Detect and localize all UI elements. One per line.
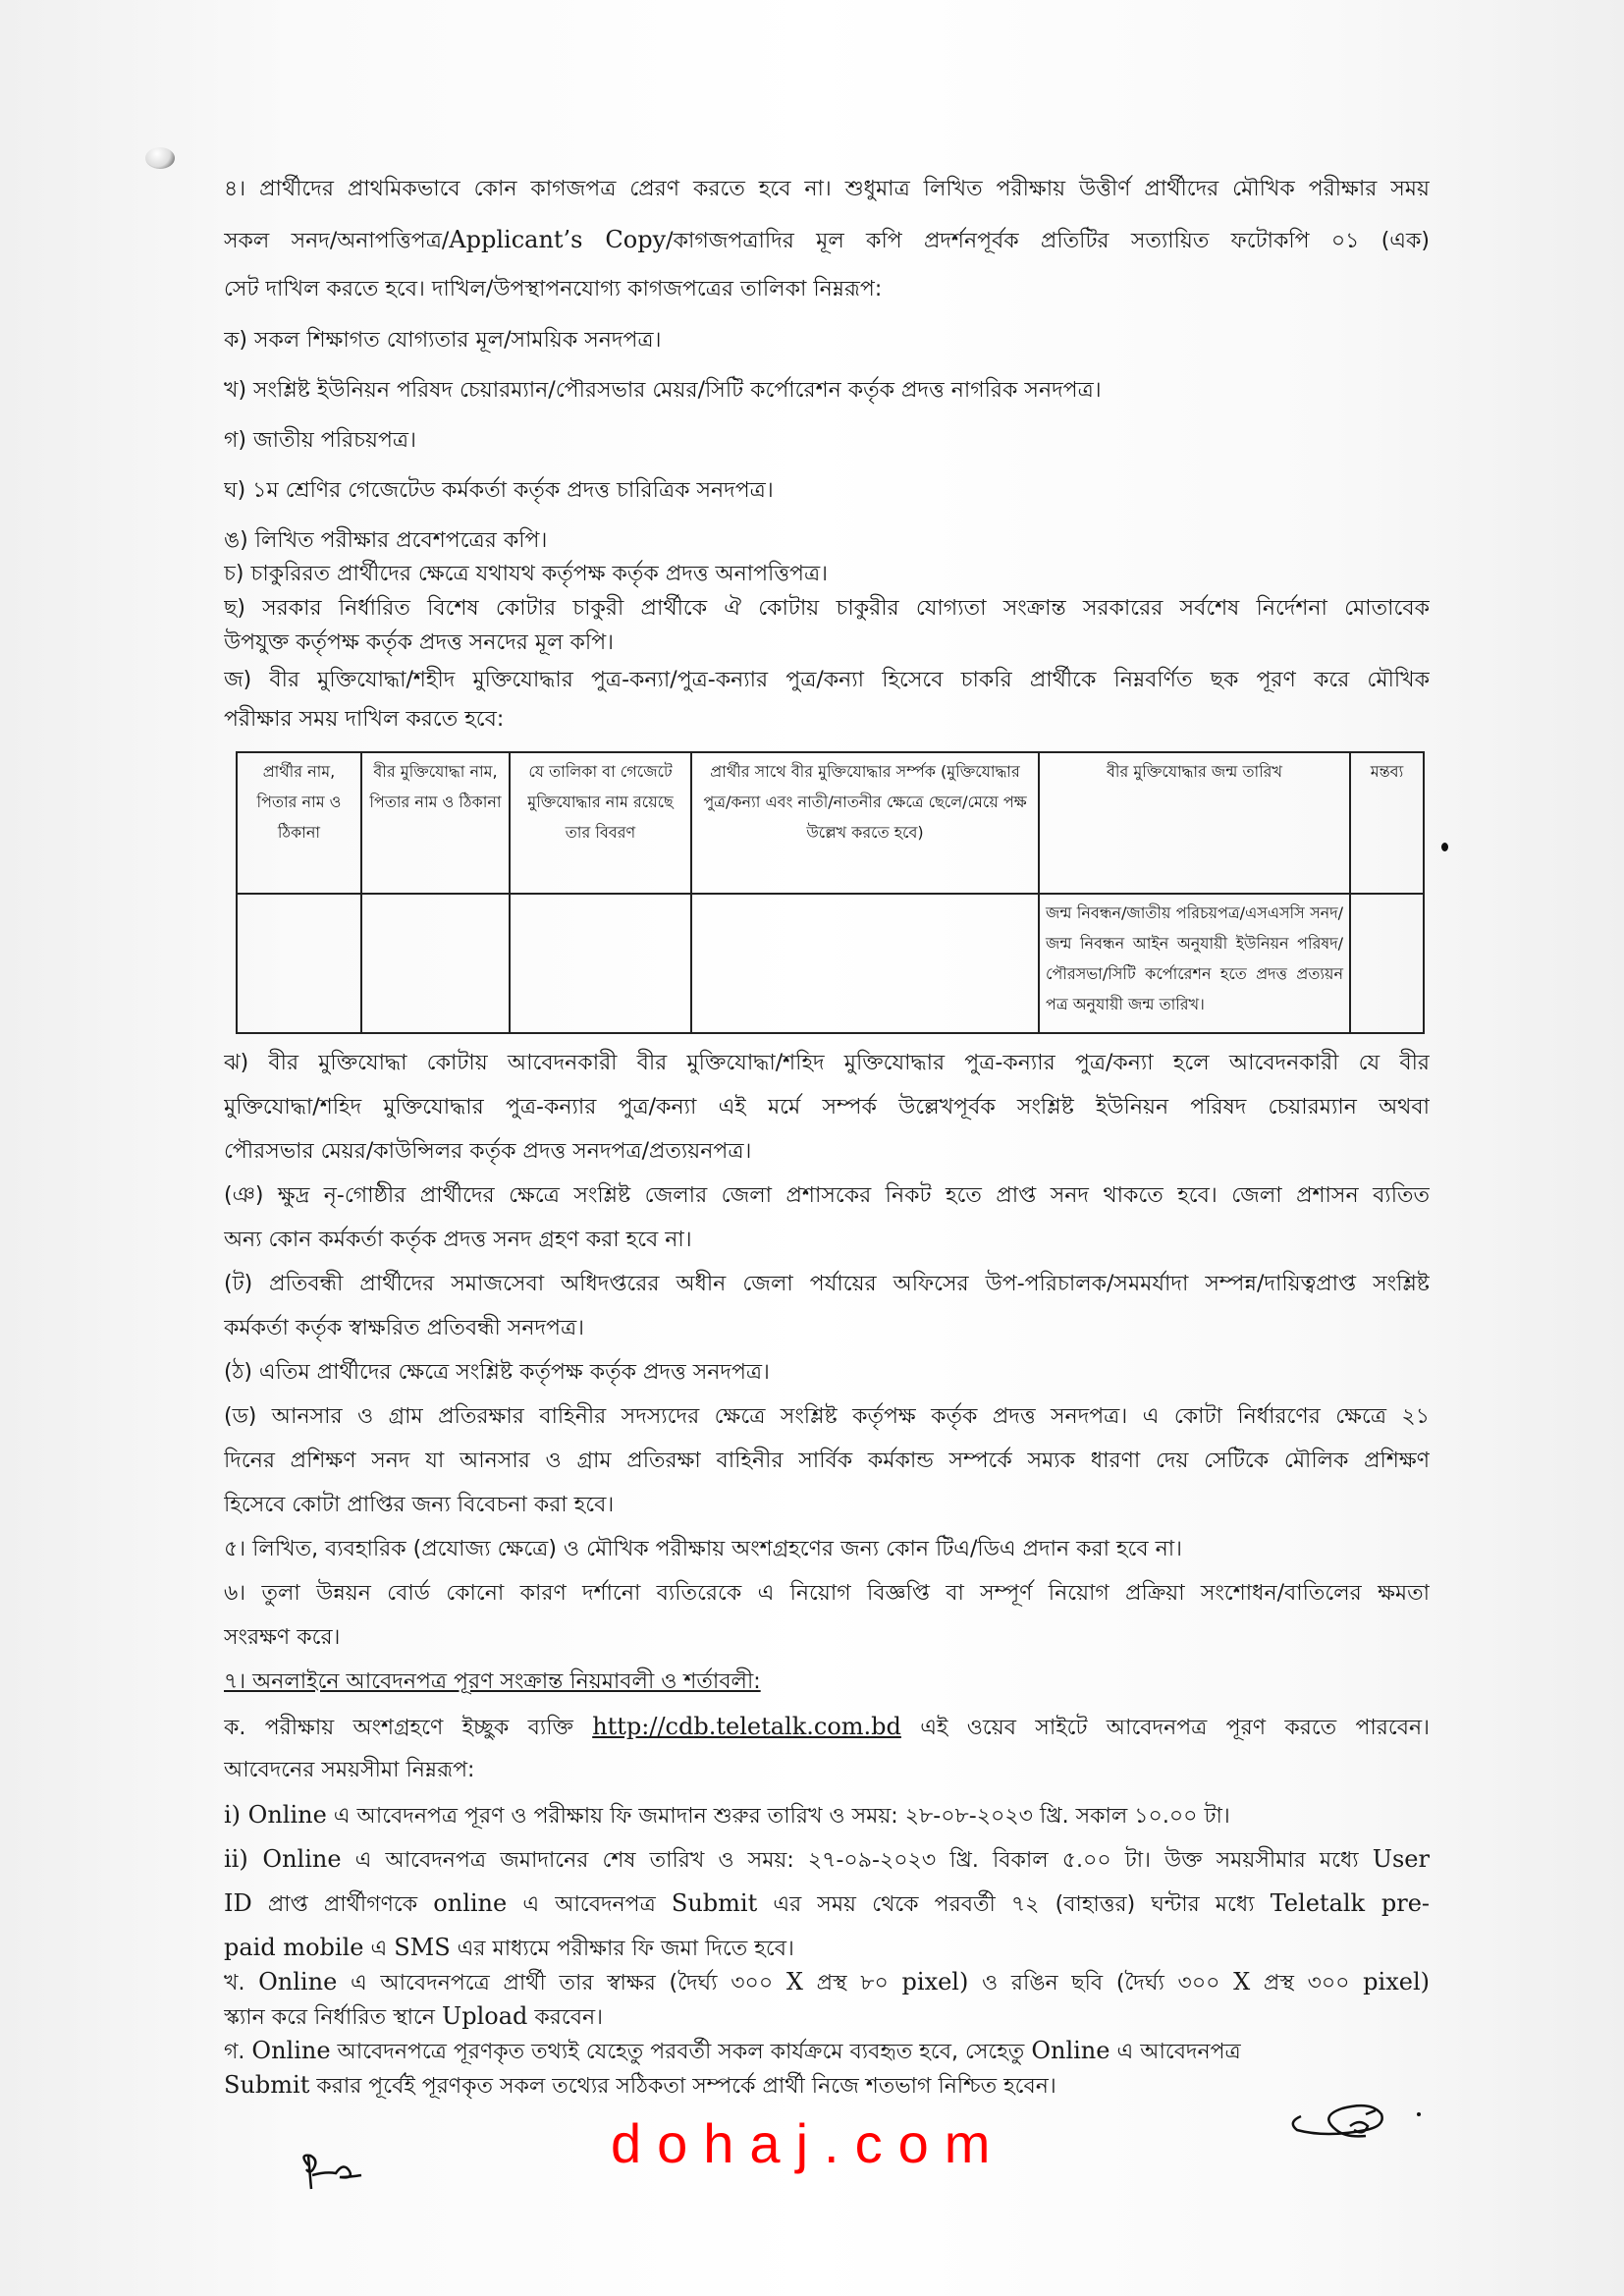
text: এর মাধ্যমে পরীক্ষার ফি জমা দিতে হবে। (450, 1937, 794, 1961)
text: Online (251, 2037, 331, 2064)
text: pixel) (901, 1968, 969, 1995)
list-item: পৌরসভার মেয়র/কাউন্সিলর কর্তৃক প্রদত্ত সনদপত্র/প্রত্যয়নপত্র। (224, 1139, 752, 1164)
list-item: চ) চাকুরিরত প্রার্থীদের ক্ষেত্রে যথাযথ কর্তৃপক্ষ কর্তৃক প্রদত্ত অনাপত্তিপত্র। (224, 562, 829, 586)
punch-hole-mark (145, 147, 175, 169)
text: স্ক্যান করে নির্ধারিত স্থানে (224, 2005, 442, 2030)
table-cell (361, 894, 510, 1033)
table-header: যে তালিকা বা গেজেটে মুক্তিযোদ্ধার নাম রয়েছে তার বিবরণ (510, 752, 691, 894)
text: Teletalk pre- (1270, 1889, 1430, 1917)
text: pixel) (1363, 1968, 1430, 1995)
watermark-text: dohaj.com (611, 2112, 1006, 2174)
table-cell (691, 894, 1039, 1033)
deadline-end-line3 (224, 1931, 1430, 1964)
text: online (433, 1889, 508, 1917)
text: করবেন। (527, 2005, 603, 2030)
section7-item-kha (224, 1965, 1430, 1998)
table-header: বীর মুক্তিযোদ্ধা নাম, পিতার নাম ও ঠিকানা (361, 752, 510, 894)
list-item: ঘ) ১ম শ্রেণির গেজেটেড কর্মকর্তা কর্তৃক প্রদত্ত চারিত্রিক সনদপত্র। (224, 478, 774, 503)
list-item: জ) বীর মুক্তিযোদ্ধা/শহীদ মুক্তিযোদ্ধার পুত্র-কন্যা/পুত্র-কন্যার পুত্র/কন্যা হিসেবে চাকরি প্রার্থীকে নিম্নবর্ণিত ছক পূরণ করে মৌখিক (224, 668, 1430, 692)
text: এই ওয়েব সাইটে আবেদনপত্র পূরণ করতে পারবেন। (900, 1716, 1430, 1740)
text: ID (224, 1889, 252, 1917)
freedom-fighter-form-table (236, 751, 1425, 1034)
list-item: অন্য কোন কর্মকর্তা কর্তৃক প্রদত্ত সনদ গ্রহণ করা হবে না। (224, 1228, 692, 1252)
text: Submit (671, 1889, 758, 1917)
table-header: বীর মুক্তিযোদ্ধার জন্ম তারিখ (1039, 752, 1350, 894)
text: paid mobile (224, 1934, 364, 1961)
list-item: (ট) প্রতিবন্ধী প্রার্থীদের সমাজসেবা অধিদপ্তরের অধীন জেলা পর্যায়ের অফিসের উপ-পরিচালক/সমমর্যাদা সম্পন্ন/দায়িত্বপ্রাপ্ত সংশ্লিষ্ট (224, 1272, 1430, 1296)
text: গ. (224, 2040, 252, 2064)
text: প্রস্থ ৮০ (802, 1971, 902, 1995)
deadline-start (224, 1798, 1430, 1831)
list-item: ঙ) লিখিত পরীক্ষার প্রবেশপত্রের কপি। (224, 528, 548, 553)
table-cell (1350, 894, 1424, 1033)
text: এ আবেদনপত্র (507, 1892, 672, 1917)
text: X (1233, 1968, 1251, 1995)
text: এর সময় থেকে পরবর্তী ৭২ (বাহাত্তর) ঘন্টার মধ্যে (757, 1892, 1271, 1917)
text: X (785, 1968, 803, 1995)
signature-right (1281, 2097, 1429, 2156)
section7-item-ka (224, 1710, 1430, 1743)
text: Online (258, 1968, 338, 1995)
section7-item-kha-line2 (224, 1999, 1430, 2033)
text: আবেদনপত্রে পূরণকৃত তথ্যই যেহেতু পরবর্তী সকল কার্যক্রমে ব্যবহৃত হবে, সেহেতু (330, 2040, 1032, 2064)
text: User (1372, 1845, 1430, 1873)
text: খ. (224, 1971, 259, 1995)
list-item: ঝ) বীর মুক্তিযোদ্ধা কোটায় আবেদনকারী বীর মুক্তিযোদ্ধা/শহিদ মুক্তিযোদ্ধার পুত্র-কন্যার পুত্র/কন্যা হলে আবেদনকারী যে বীর (224, 1051, 1430, 1075)
text: সকল সনদ/অনাপত্তিপত্র/ (224, 229, 450, 253)
list-item: কর্মকর্তা কর্তৃক স্বাক্ষরিত প্রতিবন্ধী সনদপত্র। (224, 1316, 585, 1340)
deadline-end (224, 1842, 1430, 1876)
list-item: ৫। লিখিত, ব্যবহারিক (প্রযোজ্য ক্ষেত্রে) ও মৌখিক পরীক্ষায় অংশগ্রহণের জন্য কোন টিএ/ডিএ প্রদান করা হবে না। (224, 1537, 1182, 1561)
text: এ আবেদনপত্র জমাদানের শেষ তারিখ ও সময়: ২৭-০৯-২০২৩ খ্রি. বিকাল ৫.০০ টা। উক্ত সময়সীমার মধ্যে (341, 1848, 1373, 1873)
text: Submit (224, 2071, 310, 2099)
section7-item-ga-line2 (224, 2068, 1430, 2102)
list-item: হিসেবে কোটা প্রাপ্তির জন্য বিবেচনা করা হবে। (224, 1493, 615, 1517)
list-item: খ) সংশ্লিষ্ট ইউনিয়ন পরিষদ চেয়ারম্যান/পৌরসভার মেয়র/সিটি কর্পোরেশন কর্তৃক প্রদত্ত নাগরিক সনদপত্র। (224, 378, 1102, 403)
text: ও রঙিন ছবি (দৈর্ঘ্য ৩০০ (968, 1971, 1234, 1995)
section7-heading (224, 1666, 1430, 1699)
para4-line2 (224, 223, 1430, 256)
text: Online (1031, 2037, 1110, 2064)
list-item: উপযুক্ত কর্তৃপক্ষ কর্তৃক প্রদত্ত সনদের মূল কপি। (224, 630, 614, 655)
text: করার পূর্বেই পূরণকৃত সকল তথ্যের সঠিকতা সম্পর্কে প্রার্থী নিজে শতভাগ নিশ্চিত হবেন। (309, 2074, 1056, 2099)
table-header-row (237, 752, 1424, 894)
table-row (237, 894, 1424, 1033)
list-item: ছ) সরকার নির্ধারিত বিশেষ কোটার চাকুরী প্রার্থীকে ঐ কোটায় চাকুরীর যোগ্যতা সংক্রান্ত সরকারের সর্বশেষ নির্দেশনা মোতাবেক (224, 596, 1430, 621)
section7-item-ga (224, 2034, 1430, 2067)
list-item: গ) জাতীয় পরিচয়পত্র। (224, 428, 416, 453)
text: SMS (394, 1934, 451, 1961)
table-cell-birthdate-note: জন্ম নিবন্ধন/জাতীয় পরিচয়পত্র/এসএসসি সনদ/জন্ম নিবন্ধন আইন অনুযায়ী ইউনিয়ন পরিষদ/পৌরসভা/সিটি কর্পোরেশন হতে প্রদত্ত প্রত্যয়ন পত্র অনুযায়ী জন্ম তারিখ। (1039, 894, 1350, 1033)
heading-text: ৭। অনলাইনে আবেদনপত্র পূরণ সংক্রান্ত নিয়মাবলী ও শর্তাবলী: (224, 1669, 761, 1694)
ink-speck (1441, 843, 1448, 851)
list-item: (ঠ) এতিম প্রার্থীদের ক্ষেত্রে সংশ্লিষ্ট কর্তৃপক্ষ কর্তৃক প্রদত্ত সনদপত্র। (224, 1360, 770, 1385)
table-header: প্রার্থীর নাম, পিতার নাম ও ঠিকানা (237, 752, 361, 894)
list-item: সংরক্ষণ করে। (224, 1625, 341, 1650)
teletalk-link[interactable]: http://cdb.teletalk.com.bd (592, 1713, 901, 1740)
text: প্রস্থ ৩০০ (1250, 1971, 1364, 1995)
text: প্রাপ্ত প্রার্থীগণকে (251, 1892, 434, 1917)
list-item: পরীক্ষার সময় দাখিল করতে হবে: (224, 707, 505, 732)
list-item: (ঞ) ক্ষুদ্র নৃ-গোষ্ঠীর প্রার্থীদের ক্ষেত্রে সংশ্লিষ্ট জেলার জেলা প্রশাসকের নিকট হতে প্রাপ্ত সনদ থাকতে হবে। জেলা প্রশাসন ব্যতিত (224, 1183, 1430, 1208)
text: এ আবেদনপত্রে প্রার্থী তার স্বাক্ষর (দৈর্ঘ্য ৩০০ (337, 1971, 786, 1995)
list-item: (ড) আনসার ও গ্রাম প্রতিরক্ষার বাহিনীর সদস্যদের ক্ষেত্রে সংশ্লিষ্ট কর্তৃপক্ষ কর্তৃক প্রদত্ত সনদপত্র। এ কোটা নির্ধারণের ক্ষেত্রে ২১ (224, 1404, 1430, 1429)
deadline-intro: আবেদনের সময়সীমা নিম্নরূপ: (224, 1758, 475, 1782)
text: Upload (442, 2002, 528, 2030)
text: এ আবেদনপত্র (1110, 2040, 1241, 2064)
para4-line1: ৪। প্রার্থীদের প্রাথমিকভাবে কোন কাগজপত্র প্রেরণ করতে হবে না। শুধুমাত্র লিখিত পরীক্ষায় উত্তীর্ণ প্রার্থীদের মৌখিক পরীক্ষার সময় (224, 177, 1430, 201)
table-cell (237, 894, 361, 1033)
text: /কাগজপত্রাদির মূল কপি প্রদর্শনপূর্বক প্রতিটির সত্যায়িত ফটোকপি ০১ (এক) (666, 229, 1430, 253)
text: ক. পরীক্ষায় অংশগ্রহণে ইচ্ছুক ব্যক্তি (224, 1716, 593, 1740)
para4-line3: সেট দাখিল করতে হবে। দাখিল/উপস্থাপনযোগ্য কাগজপত্রের তালিকা নিম্নরূপ: (224, 277, 883, 301)
table-cell (510, 894, 691, 1033)
list-item: মুক্তিযোদ্ধা/শহিদ মুক্তিযোদ্ধার পুত্র-কন্যার পুত্র/কন্যা এই মর্মে সম্পর্ক উল্লেখপূর্বক সংশ্লিষ্ট ইউনিয়ন পরিষদ চেয়ারম্যান অথবা (224, 1095, 1430, 1120)
text: এ আবেদনপত্র পূরণ ও পরীক্ষায় ফি জমাদান শুরুর তারিখ ও সময়: ২৮-০৮-২০২৩ খ্রি. সকাল ১০.০০ টা। (326, 1804, 1230, 1829)
table-header: মন্তব্য (1350, 752, 1424, 894)
text: এ (363, 1937, 395, 1961)
table-header: প্রার্থীর সাথে বীর মুক্তিযোদ্ধার সর্ম্পক (মুক্তিযোদ্ধার পুত্র/কন্যা এবং নাতী/নাতনীর ক্ষেত্রে ছেলে/মেয়ে পক্ষ উল্লেখ করতে হবে) (691, 752, 1039, 894)
signature-left (295, 2146, 373, 2195)
text: ii) Online (224, 1845, 342, 1873)
applicant-copy-text: Applicant’s Copy (449, 226, 667, 253)
list-item: ৬। তুলা উন্নয়ন বোর্ড কোনো কারণ দর্শানো ব্যতিরেকে এ নিয়োগ বিজ্ঞপ্তি বা সম্পূর্ণ নিয়োগ প্রক্রিয়া সংশোধন/বাতিলের ক্ষমতা (224, 1581, 1430, 1606)
list-item: ক) সকল শিক্ষাগত যোগ্যতার মূল/সাময়িক সনদপত্র। (224, 328, 662, 353)
deadline-end-line2 (224, 1886, 1430, 1920)
text: i) Online (224, 1801, 327, 1829)
list-item: দিনের প্রশিক্ষণ সনদ যা আনসার ও গ্রাম প্রতিরক্ষা বাহিনীর সার্বিক কর্মকান্ড সম্পর্কে সম্যক ধারণা দেয় সেটিকে মৌলিক প্রশিক্ষণ (224, 1449, 1430, 1473)
